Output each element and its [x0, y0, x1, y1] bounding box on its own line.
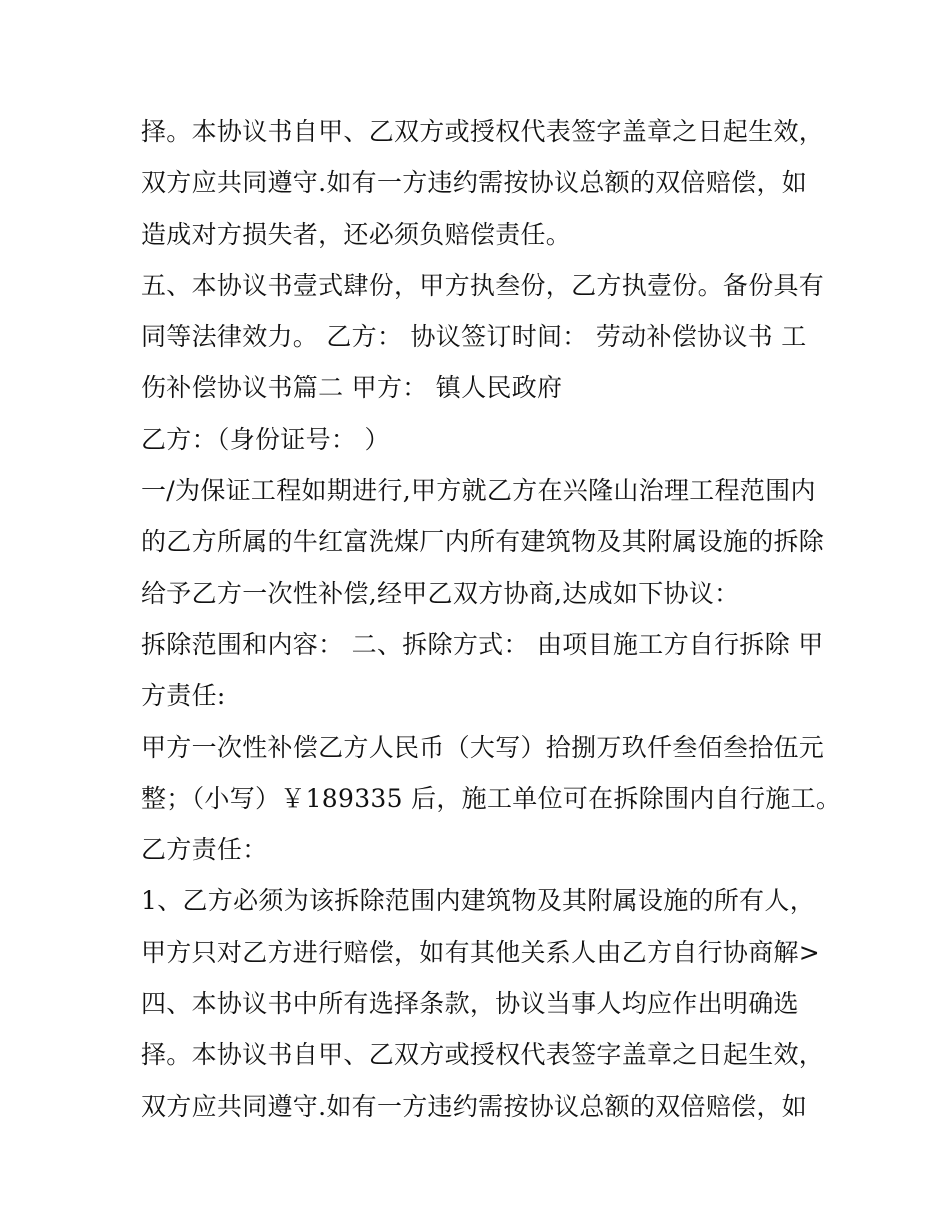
- text-line: 方责任:: [141, 681, 226, 711]
- text-line: 甲方一次性补偿乙方人民币（大写）拾捌万玖仟叁佰叁拾伍元: [141, 732, 825, 762]
- text-line: 乙方：（身份证号： ）: [141, 424, 390, 454]
- text-line: 同等法律效力。 乙方： 协议签订时间： 劳动补偿协议书 工: [141, 322, 807, 352]
- text-line: 五、本协议书壹式肆份，甲方执叁份，乙方执壹份。备份具有: [141, 270, 825, 300]
- text-line: 伤补偿协议书篇二 甲方： 镇人民政府: [141, 373, 563, 403]
- text-line: 造成对方损失者，还必须负赔偿责任。: [141, 219, 572, 249]
- text-line: 择。本协议书自甲、乙双方或授权代表签字盖章之日起生效，: [141, 117, 825, 146]
- text-line: 拆除范围和内容： 二、拆除方式： 由项目施工方自行拆除 甲: [141, 629, 824, 659]
- text-line: 乙方责任：: [141, 835, 268, 865]
- text-line: 择。本协议书自甲、乙双方或授权代表签字盖章之日起生效，: [141, 1040, 825, 1070]
- text-line: 四、本协议书中所有选择条款，协议当事人均应作出明确选: [141, 989, 799, 1019]
- text-line: 甲方只对乙方进行赔偿，如有其他关系人由乙方自行协商解>: [141, 937, 821, 967]
- text-line: 整；（小写）￥189335 后，施工单位可在拆除围内自行施工。: [141, 783, 842, 813]
- text-line: 1、乙方必须为该拆除范围内建筑物及其附属设施的所有人，: [141, 886, 816, 916]
- text-line: 双方应共同遵守.如有一方违约需按协议总额的双倍赔偿，如: [141, 168, 808, 198]
- text-line: 双方应共同遵守.如有一方违约需按协议总额的双倍赔偿，如: [141, 1091, 808, 1121]
- document-body: [141, 106, 842, 1132]
- text-line: 一/为保证工程如期进行,甲方就乙方在兴隆山治理工程范围内: [141, 476, 816, 506]
- text-line: 的乙方所属的牛红富洗煤厂内所有建筑物及其附属设施的拆除: [141, 527, 825, 557]
- text-line: 给予乙方一次性补偿,经甲乙双方协商,达成如下协议：: [141, 578, 740, 608]
